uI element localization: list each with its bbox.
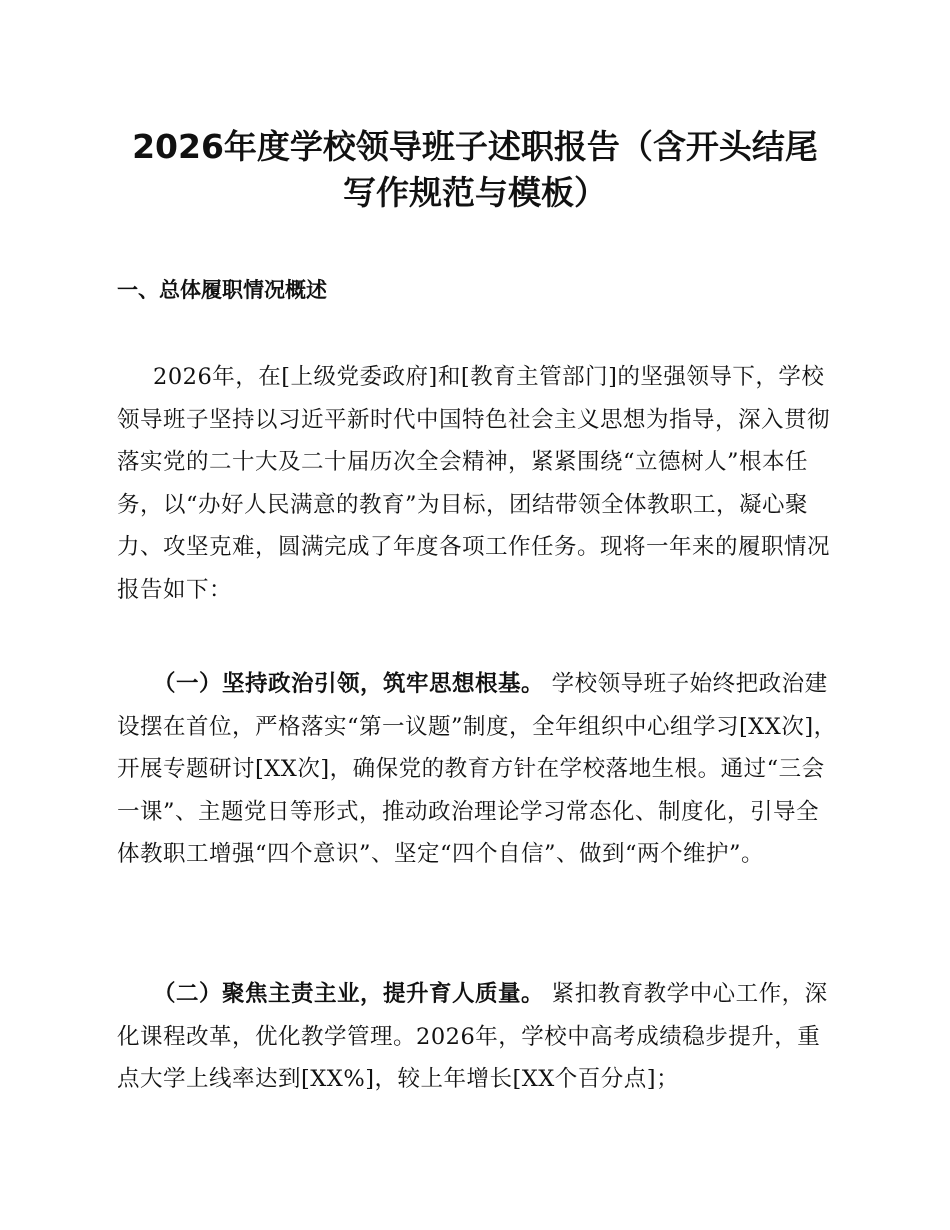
overview-paragraph: 2026年，在[上级党委政府]和[教育主管部门]的坚强领导下，学校领导班子坚持以习近平新时代中国特色社会主义思想为指导，深入贯彻落实党的二十大及二十届历次全会精神，紧紧围绕“立德树人”根本任务，以“办好人民满意的教育”为目标，团结带领全体教职工，凝心聚力、攻坚克难，圆满完成了年度各项工作任务。现将一年来的履职情况报告如下：	[117, 364, 831, 603]
item-2-lead: （二）聚焦主责主业，提升育人质量。	[153, 981, 545, 1007]
item-1-lead: （一）坚持政治引领，筑牢思想根基。	[153, 671, 545, 697]
item-1-body: 学校领导班子始终把政治建设摆在首位，严格落实“第一议题”制度，全年组织中心组学习[XX次]，开展专题研讨[XX次]，确保党的教育方针在学校落地生根。通过“三会一课”、主题党日等形式，推动政治理论学习常态化、制度化，引导全体教职工增强“四个意识”、坚定“四个自信”、做到“两个维护”。	[117, 671, 837, 867]
title-line-1: 2026年度学校领导班子述职报告（含开头结尾	[132, 127, 818, 166]
document-title	[100, 124, 850, 216]
section-heading: 一、总体履职情况概述	[117, 278, 327, 302]
item-2-body: 紧扣教育教学中心工作，深化课程改革，优化教学管理。2026年，学校中高考成绩稳步提升，重点大学上线率达到[XX%]，较上年增长[XX个百分点]；	[117, 981, 828, 1092]
item-1-paragraph	[117, 663, 837, 876]
title-line-2: 写作规范与模板）	[343, 173, 607, 212]
item-2-paragraph	[117, 973, 837, 1101]
